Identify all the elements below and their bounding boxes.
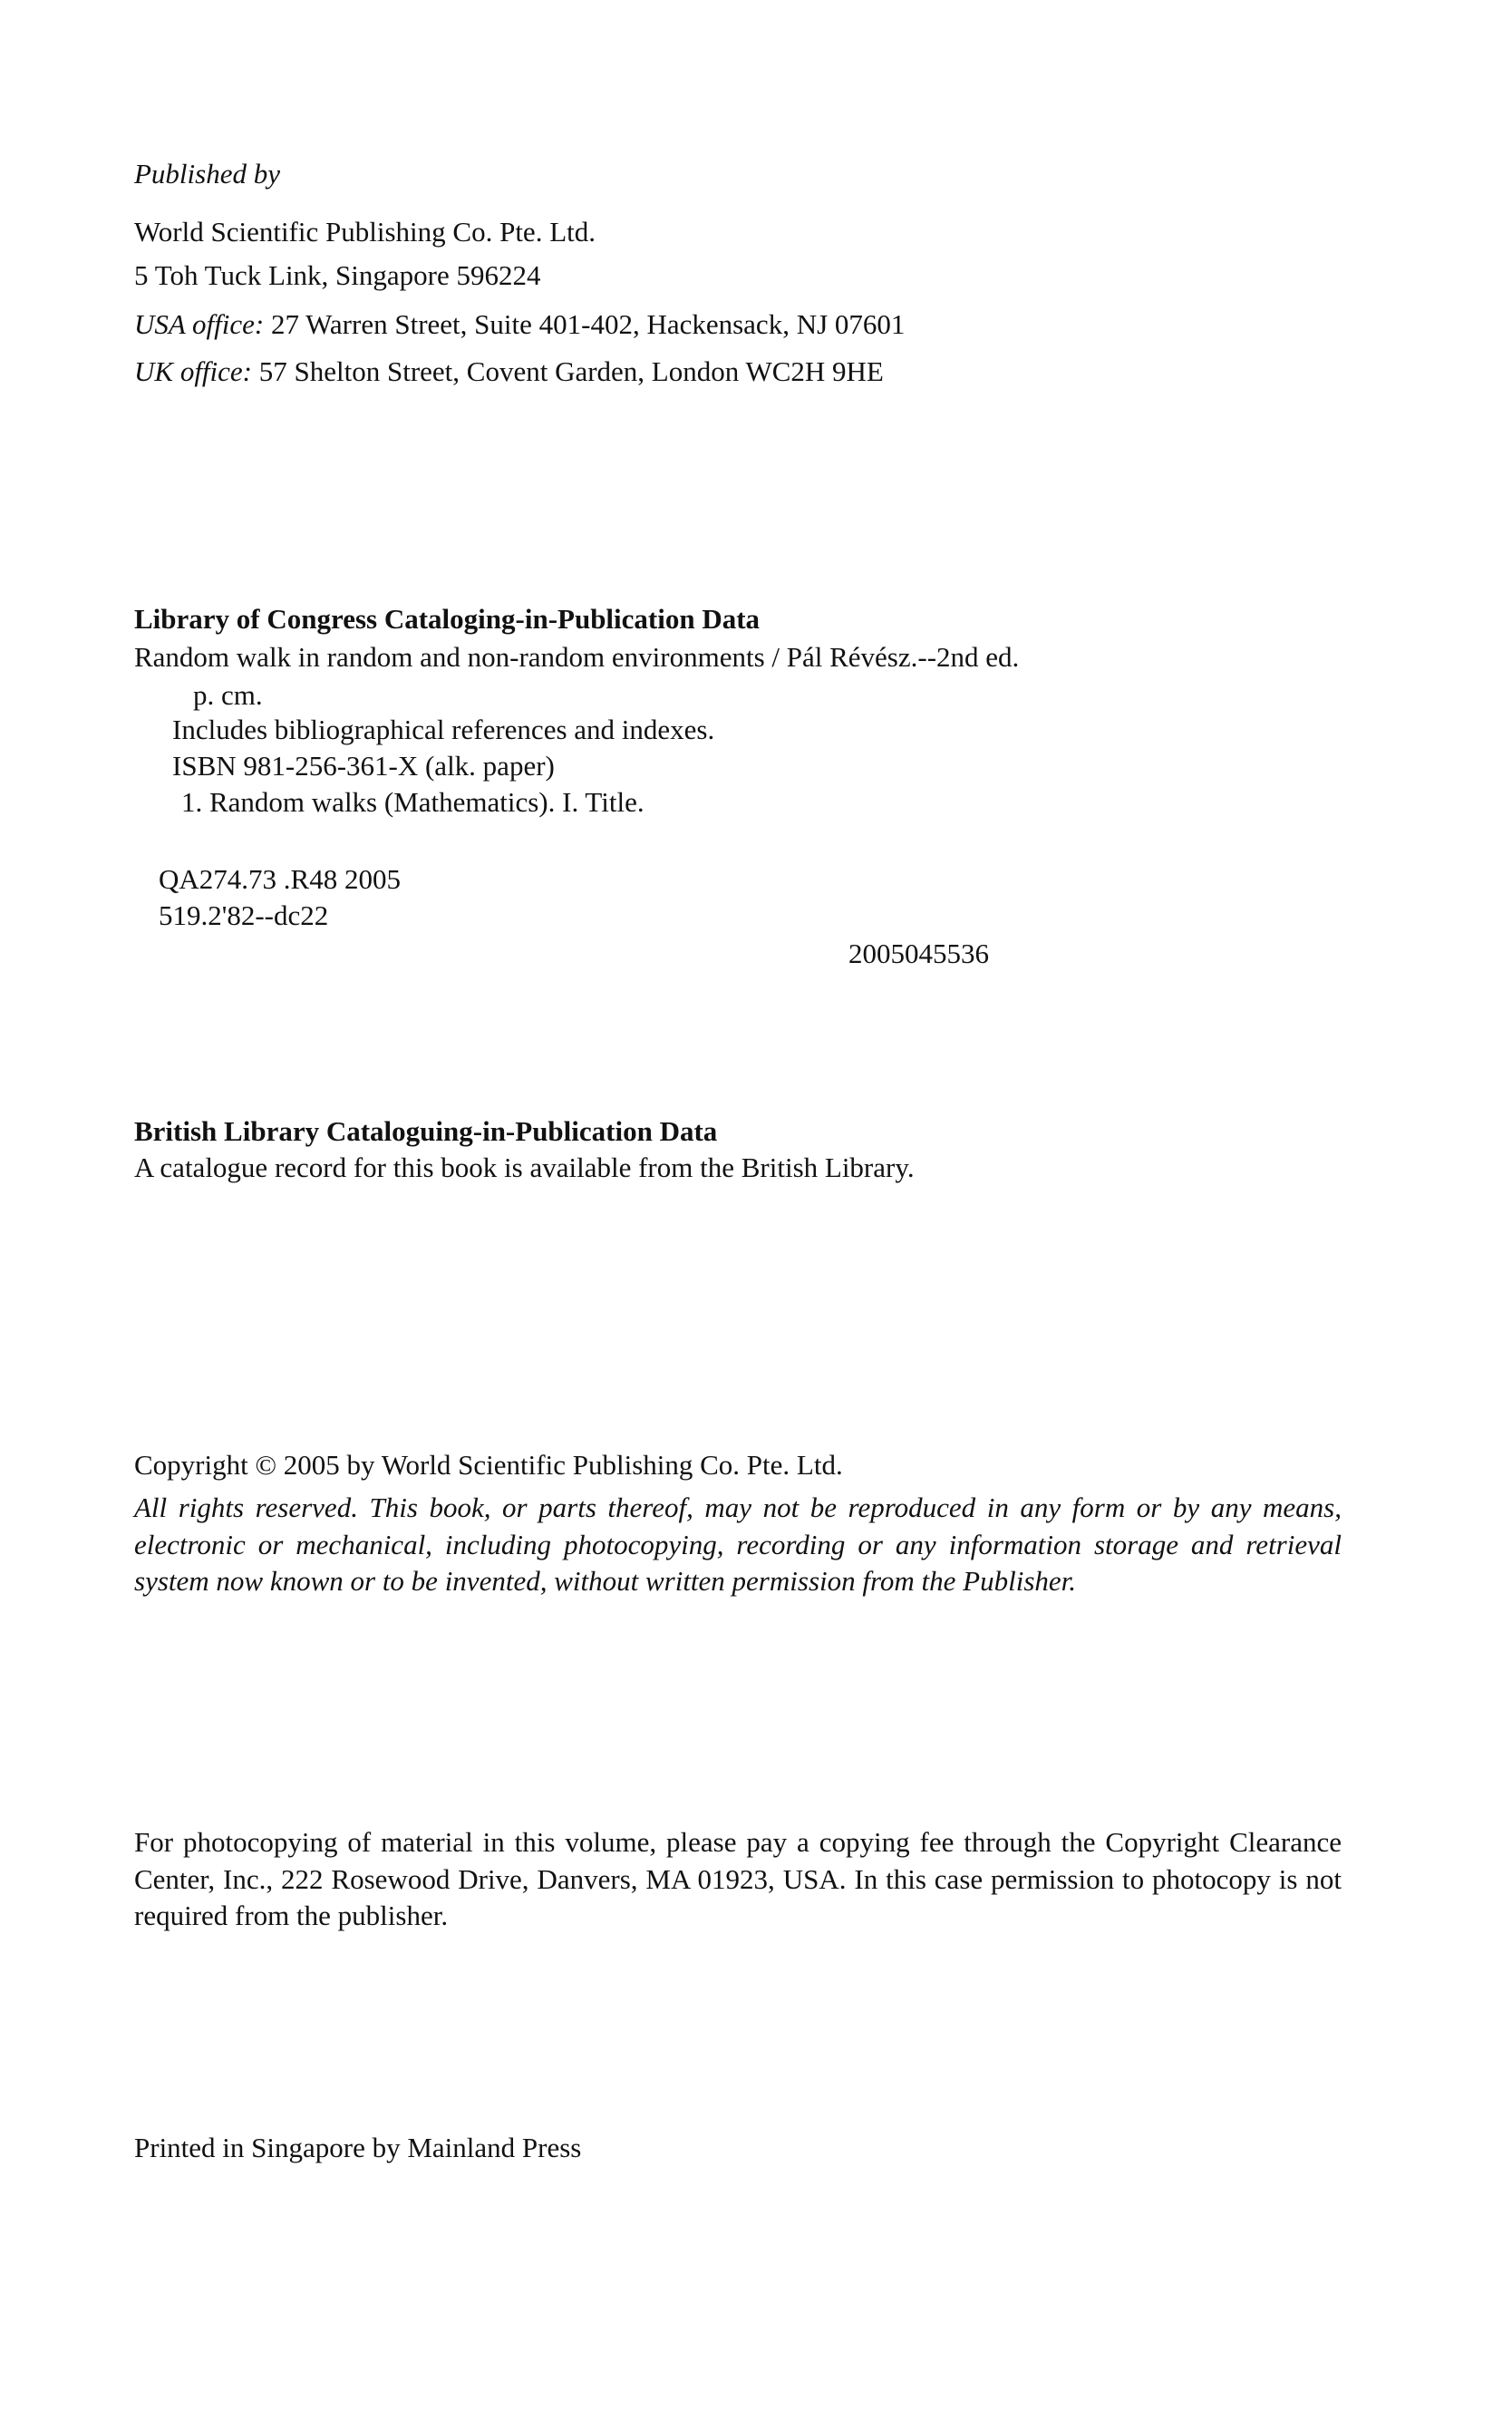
- uk-office-label: UK office:: [134, 355, 252, 387]
- loc-cip-heading: Library of Congress Cataloging-in-Publication Data: [134, 603, 761, 635]
- uk-office-address: 57 Shelton Street, Covent Garden, London WC2H 9HE: [258, 355, 884, 387]
- usa-office-label: USA office:: [134, 308, 265, 340]
- uk-office-line: [134, 354, 884, 390]
- loc-pages: p. cm.: [193, 679, 263, 711]
- loc-isbn: ISBN 981-256-361-X (alk. paper): [172, 750, 555, 782]
- publisher-address: 5 Toh Tuck Link, Singapore 596224: [134, 259, 541, 291]
- loc-subject: 1. Random walks (Mathematics). I. Title.: [181, 786, 645, 818]
- photocopy-notice-paragraph: For photocopying of material in this volume, please pay a copying fee through the Copyright Clearance Center, Inc., 222 Rosewood Drive, Danvers, MA 01923, USA. In this case permission to photocopy is not required from the publisher.: [134, 1826, 1342, 1931]
- printer-line: Printed in Singapore by Mainland Press: [134, 2132, 582, 2163]
- loc-control-number: 2005045536: [848, 938, 989, 969]
- loc-title-line: Random walk in random and non-random environments / Pál Révész.--2nd ed.: [134, 641, 1020, 673]
- copyright-line: Copyright © 2005 by World Scientific Publishing Co. Pte. Ltd.: [134, 1449, 843, 1481]
- usa-office-line: [134, 306, 905, 343]
- usa-office-address: 27 Warren Street, Suite 401-402, Hackensack, NJ 07601: [270, 308, 906, 340]
- loc-dewey: 519.2'82--dc22: [159, 899, 329, 931]
- publisher-name: World Scientific Publishing Co. Pte. Ltd.: [134, 216, 596, 248]
- loc-call-number: QA274.73 .R48 2005: [159, 863, 401, 895]
- loc-note: Includes bibliographical references and indexes.: [172, 714, 715, 745]
- british-cip-text: A catalogue record for this book is available from the British Library.: [134, 1152, 915, 1183]
- british-cip-heading: British Library Cataloguing-in-Publication Data: [134, 1115, 718, 1147]
- published-by-heading: Published by: [134, 158, 280, 189]
- rights-reserved-paragraph: All rights reserved. This book, or parts thereof, may not be reproduced in any form or by any means, electronic or mechanical, including photocopying, recording or any information storage and retrieval system now known or to be invented, without written permission from the Publisher.: [134, 1492, 1342, 1597]
